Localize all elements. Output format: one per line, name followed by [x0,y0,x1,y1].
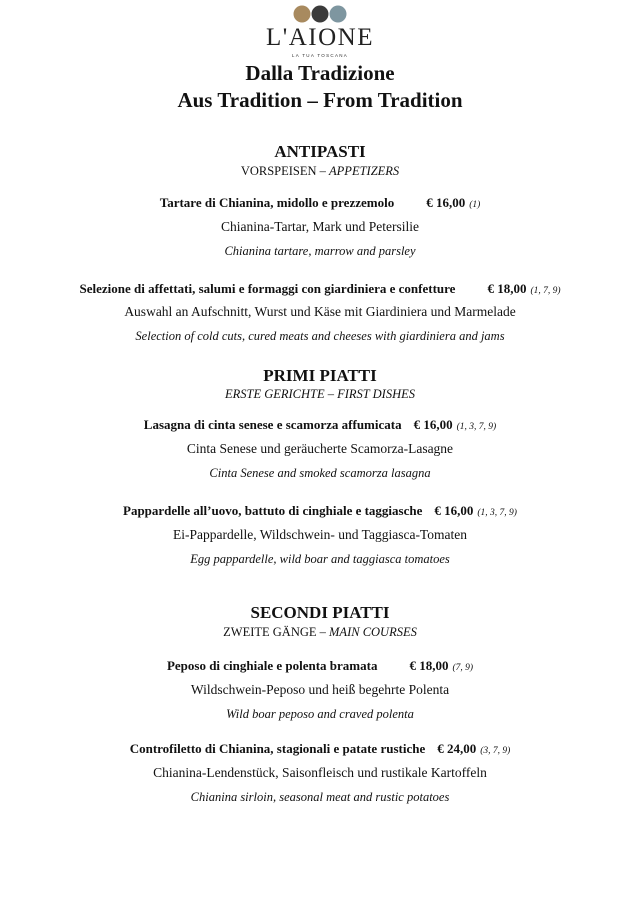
subtitle-de: VORSPEISEN [240,164,317,178]
section-title-secondi: SECONDI PIATTI [250,603,390,622]
dish-price: € 16,00 [434,503,474,518]
dish-name-line [0,740,640,760]
section-subtitle-secondi [0,624,640,640]
dish-name: Peposo di cinghiale e polenta bramata [166,658,378,673]
dish-price: € 16,00 [426,195,466,210]
dish-name-line [0,194,640,214]
section-subtitle-primi: ERSTE GERICHTE – FIRST DISHES [224,387,416,401]
dish-german: Chianina-Tartar, Mark und Petersilie [221,219,419,234]
subtitle-de: ZWEITE GÄNGE [223,625,317,639]
section-title-antipasti: ANTIPASTI [274,142,366,161]
section-subtitle-antipasti [0,163,640,179]
dish-name-line [0,657,640,677]
dish-english: Chianina tartare, marrow and parsley [224,244,416,258]
dish-price: € 18,00 [409,658,449,673]
dish-german: Auswahl an Aufschnitt, Wurst und Käse mit Giardiniera und Marmelade [124,304,516,319]
subtitle-en: APPETIZERS [329,164,400,178]
dish-name-line [0,280,640,300]
logo-circles-icon [290,4,350,24]
dish-price: € 18,00 [487,281,527,296]
dish-german: Ei-Pappardelle, Wildschwein- und Taggiasca-Tomaten [173,527,467,542]
dish-allergens: (1, 7, 9) [530,286,561,296]
dish-name: Pappardelle all’uovo, battuto di cinghiale e taggiasche [123,503,423,518]
dish-german: Cinta Senese und geräucherte Scamorza-Lasagne [186,441,454,456]
dish-price: € 16,00 [413,417,453,432]
page-title-italian: Dalla Tradizione [245,61,395,85]
subtitle-separator: – [316,625,330,639]
dish-name-line [0,502,640,522]
dish-english: Selection of cold cuts, cured meats and cheeses with giardiniera and jams [135,329,505,343]
dish-name: Controfiletto di Chianina, stagionali e patate rustiche [129,741,426,756]
section-title-primi: PRIMI PIATTI [263,366,377,385]
dish-english: Wild boar peposo and craved polenta [226,707,414,721]
subtitle-en: MAIN COURSES [329,625,417,639]
dish-name: Lasagna di cinta senese e scamorza affumicata [143,417,402,432]
dish-english: Chianina sirloin, seasonal meat and rustic potatoes [190,790,450,804]
dish-name: Selezione di affettati, salumi e formaggi con giardiniera e confetture [79,281,456,296]
dish-german: Chianina-Lendenstück, Saisonfleisch und rustikale Kartoffeln [153,765,487,780]
dish-name: Tartare di Chianina, midollo e prezzemolo [159,195,395,210]
dish-name-line [0,416,640,436]
dish-english: Egg pappardelle, wild boar and taggiasca tomatoes [190,552,450,566]
dish-english: Cinta Senese and smoked scamorza lasagna [209,466,431,480]
dish-allergens: (7, 9) [452,663,474,673]
dish-allergens: (1) [469,200,481,210]
dish-price: € 24,00 [437,741,477,756]
subtitle-separator: – [316,164,330,178]
page-title-translations: Aus Tradition – From Tradition [177,88,463,112]
dish-allergens: (1, 3, 7, 9) [456,422,497,432]
dish-allergens: (1, 3, 7, 9) [477,508,517,518]
logo [0,4,640,59]
logo-tagline: LA TUA TOSCANA [291,53,349,58]
dish-allergens: (3, 7, 9) [480,746,511,756]
logo-wordmark: L'AIONE [265,24,375,51]
dish-german: Wildschwein-Peposo und heiß begehrte Polenta [190,682,450,697]
